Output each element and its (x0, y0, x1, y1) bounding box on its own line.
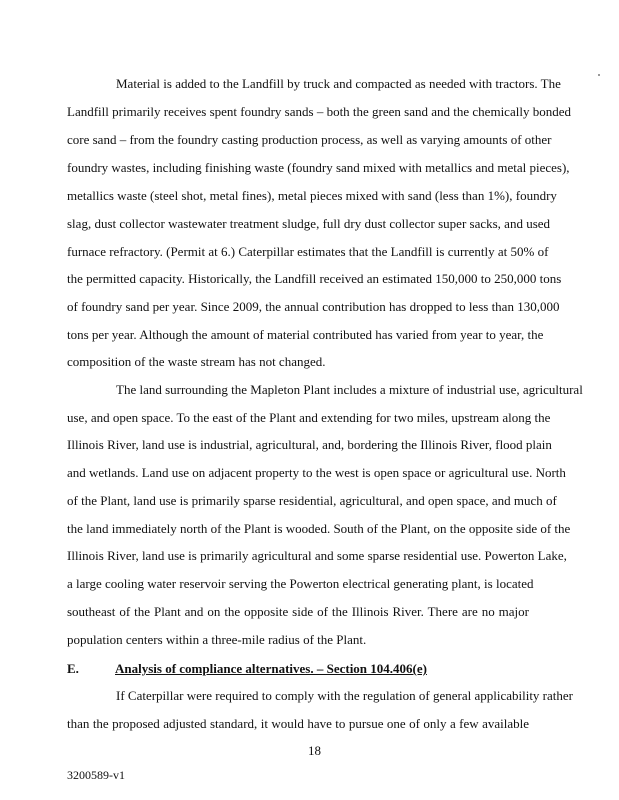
text-line: foundry wastes, including finishing waste (foundry sand mixed with metallics and metal pieces), (67, 160, 570, 175)
text-line: If Caterpillar were required to comply with the regulation of general applicability rather (116, 688, 573, 703)
text-line: the permitted capacity. Historically, the Landfill received an estimated 150,000 to 250,000 tons (67, 271, 562, 286)
text-line: population centers within a three-mile radius of the Plant. (67, 632, 367, 647)
section-title: Analysis of compliance alternatives. – Section 104.406(e) (115, 661, 427, 676)
text-line: Illinois River, land use is industrial, agricultural, and, bordering the Illinois River, flood plain (67, 437, 552, 452)
text-line: metallics waste (steel shot, metal fines), metal pieces mixed with sand (less than 1%), foundry (67, 188, 557, 203)
section-label: E. (67, 661, 79, 676)
text-line: Landfill primarily receives spent foundry sands – both the green sand and the chemically bonded (67, 104, 571, 119)
text-line: The land surrounding the Mapleton Plant includes a mixture of industrial use, agricultural (116, 382, 583, 397)
text-line: core sand – from the foundry casting production process, as well as varying amounts of other (67, 132, 552, 147)
text-line: than the proposed adjusted standard, it would have to pursue one of only a few available (67, 716, 529, 731)
text-line: Material is added to the Landfill by truck and compacted as needed with tractors. The (116, 76, 561, 91)
text-line: furnace refractory. (Permit at 6.) Caterpillar estimates that the Landfill is currently at 50% of (67, 244, 549, 259)
text-line: a large cooling water reservoir serving the Powerton electrical generating plant, is located (67, 576, 534, 591)
text-line: Illinois River, land use is primarily agricultural and some sparse residential use. Powerton Lake, (67, 548, 567, 563)
text-line: use, and open space. To the east of the Plant and extending for two miles, upstream along the (67, 410, 551, 425)
document-id: 3200589-v1 (67, 768, 125, 782)
text-line: composition of the waste stream has not changed. (67, 354, 326, 369)
text-line: slag, dust collector wastewater treatment sludge, full dry dust collector super sacks, and used (67, 216, 551, 231)
section-heading (67, 661, 427, 677)
text-line: and wetlands. Land use on adjacent property to the west is open space or agricultural use. North (67, 465, 566, 480)
page-number: 18 (308, 743, 321, 758)
scan-artifact (598, 74, 600, 76)
text-line: tons per year. Although the amount of material contributed has varied from year to year, the (67, 327, 544, 342)
text-line: of foundry sand per year. Since 2009, the annual contribution has dropped to less than 130,000 (67, 299, 560, 314)
text-line: the land immediately north of the Plant is wooded. South of the Plant, on the opposite side of the (67, 521, 571, 536)
text-line: southeast of the Plant and on the opposite side of the Illinois River. There are no major (67, 604, 529, 619)
text-line: of the Plant, land use is primarily sparse residential, agricultural, and open space, and much of (67, 493, 557, 508)
